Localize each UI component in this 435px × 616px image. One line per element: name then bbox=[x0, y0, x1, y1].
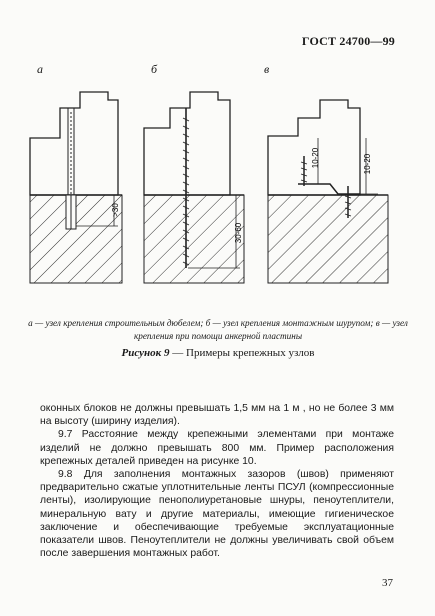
panel-label-b: б bbox=[151, 62, 158, 76]
panel-label-c: в bbox=[264, 62, 270, 76]
page-number: 37 bbox=[382, 577, 393, 589]
dimension-c-left: 10-20 bbox=[311, 147, 320, 169]
figure-number: Рисунок 9 bbox=[121, 347, 170, 359]
paragraph-continuation: оконных блоков не должны превышать 1,5 мм на 1 м , но не более 3 мм на высоту (ширину изделия). bbox=[40, 403, 394, 428]
wall-hatch-c bbox=[268, 195, 388, 283]
dimension-c-right: 10-20 bbox=[363, 153, 372, 175]
panel-label-a: а bbox=[37, 62, 43, 76]
dimension-b: 30-60 bbox=[234, 222, 243, 244]
body-text bbox=[40, 402, 394, 560]
paragraph-9-7: 9.7 Расстояние между крепежными элементами при монтаже изделий не должно превышать 800 мм. Пример расположения крепежных деталей приведен на рисунке 10. bbox=[40, 429, 394, 467]
panel-b-drawing bbox=[144, 92, 244, 283]
figure-title: — Примеры крепежных узлов bbox=[169, 347, 315, 359]
paragraph-9-8: 9.8 Для заполнения монтажных зазоров (швов) применяют предварительно сжатые уплотнительные ленты ПСУЛ (компрессионные ленты), изолирующие пенополиуретановые шнуры, пеноутеплители, минеральную вату и другие материалы, имеющие гигиеническое заключение и обеспечивающие требуемые эксплуатационные показатели швов. Пеноутеплители не должны увеличивать свой объем после завершения монтажных работ. bbox=[40, 469, 394, 560]
figure-caption-notes: а — узел крепления строительным дюбелем; б — узел крепления монтажным шурупом; в — узел крепления при помощи анкерной пластины bbox=[28, 318, 408, 341]
wall-hatch-b bbox=[144, 195, 244, 283]
dimension-a: >30 bbox=[111, 203, 120, 217]
document-code: ГОСТ 24700—99 bbox=[301, 34, 395, 48]
panel-a-drawing bbox=[30, 92, 122, 283]
figure-caption-title bbox=[28, 347, 408, 359]
fastening-figure bbox=[18, 78, 418, 303]
window-profile-c bbox=[268, 100, 360, 195]
panel-c-drawing bbox=[268, 100, 388, 283]
